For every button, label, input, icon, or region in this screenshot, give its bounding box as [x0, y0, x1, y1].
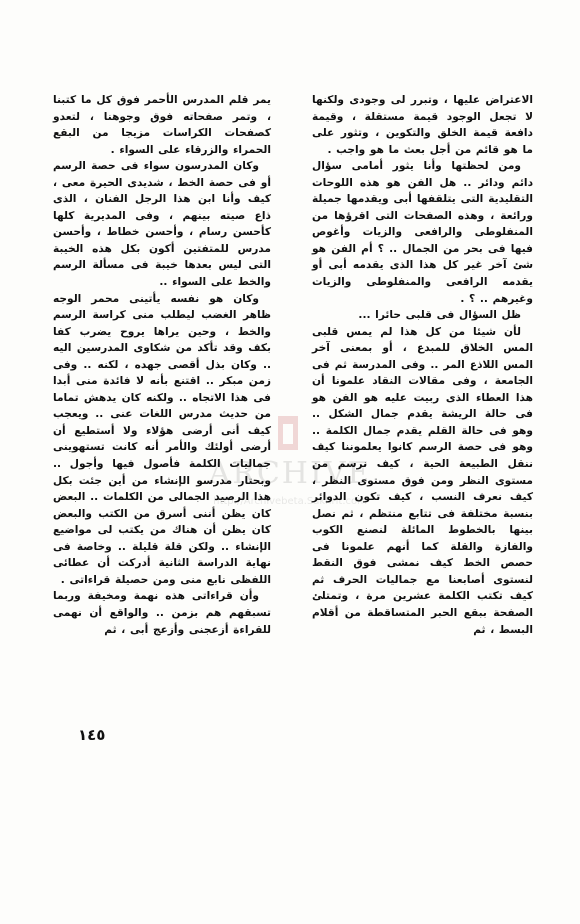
paragraph: ومن لحظتها وأنا يثور أمامى سؤال دائم ودائر .. هل الفن هو هذه اللوحات التقليدية التى يتلقفها أبى ويقدمها جميلة ورائعة ، وهذه الصفحات التى اقرؤها من المنفلوطى والرافعى والزيات وأغوص فيها فى بحر من الجمال .. ؟ أم الفن هو شئ آخر غير كل هذا الذى يقدمه أبى أو يقدمه الرافعى والمنفلوطى والزيات وغيرهم .. ؟ .	[312, 160, 533, 305]
paragraph: لأن شيئا من كل هذا لم يمس قلبى المس الخلاق للمبدع ، أو بمعنى آخر المس اللاذع المر .. وفى المدرسة ثم فى الجامعة ، وفى مقالات النقاد علمونا أن هذا العطاء الذى ربيت عليه هو الفن هو فى حالة الريشة يقدم جمال الشكل .. وهو فى حالة القلم يقدم جمال الكلمة .. وهو فى حصة الرسم كانوا يعلموننا كيف ننقل الطبيعة الحية ، كيف نرسم من مستوى النظر ومن فوق مستوى النظر ، كيف نعرف النسب ، كيف تكون الدوائر بنسبة مختلفة فى تتابع منتظم ، ثم نصل بينها بالخطوط المائلة لنصنع الكوب والفازة والقلة كما أنهم علمونا فى حصص الخط كيف نمشى فوق النقط لنستوى أصابعنا مع جماليات الحرف ثم كيف تكتب الكلمة عشرين مرة ، وتمتلئ الصفحة ببقع الحبر المتساقطة من أقلام البسط ، ثم	[312, 325, 533, 636]
paragraph: وكان هو نفسه يأتينى محمر الوجه ظاهر الغضب ليطلب منى كراسة الرسم والخط ، وحين يراها يروح يضرب كفا بكف وقد تأكد من شكاوى المدرسين اليه .. وكان بذل أقصى جهده ، لكنه .. وفى زمن مبكر .. اقتنع بأنه لا فائدة منى أبدا فى هذا الاتجاه .. ولكنه كان يدهش تماما من حديث مدرس اللغات عنى .. ويعجب كيف أنى أرضى هؤلاء ولا أستطيع أن أرضى أولئك والأمر أنه كانت تستهوينى جماليات الكلمة فأصول فيها وأجول .. وبحتار مدرسو الإنشاء من أين جئت بكل هذا الرصيد الجمالى من الكلمات .. البعض كان يظن أننى أسرق من الكتب والبعض كان يظن أن هناك من يكتب لى مواضيع الإنشاء .. ولكن قلة قليلة .. وخاصة فى نهاية الدراسة الثانية أدركت أن عطائى اللفظى نابع منى ومن حصيلة قراءاتى .	[53, 292, 271, 586]
right-text-column	[312, 92, 533, 638]
left-text-column	[53, 92, 271, 638]
watermark-url: http://Archivebeta.Sakhrit.com	[213, 496, 367, 507]
paragraph: ظل السؤال فى قلبى حائرا ...	[358, 309, 521, 322]
watermark-text: ARCHIVE	[208, 456, 372, 491]
archive-logo-icon	[270, 412, 306, 456]
page-number: ١٤٥	[78, 726, 106, 744]
paragraph: وأن قراءاتى هذه نهمة ومخيفة وربما تسبقهم هم بزمن .. والواقع أن نهمى للقراءة أزعجنى وأزعج أبى ، ثم	[53, 590, 271, 636]
paragraph: يمر قلم المدرس الأحمر فوق كل ما كتبنا ، وتمر صفحاته فوق وجوهنا ، لتعدو كصفحات الكراسات مزيجا من البقع الحمراء والزرقاء على السواء .	[53, 94, 271, 156]
paragraph: الاعتراض عليها ، وتبرر لى وجودى ولكنها لا تجعل الوجود قيمة مستقلة ، وقيمة دافعة قيمة الخلق والتكوين ، وتثور على ما هو قائم من أجل بعث ما هو واجب .	[312, 94, 533, 156]
paragraph: وكان المدرسون سواء فى حصة الرسم أو فى حصة الخط ، شديدى الحيرة معى ، كيف وأنا ابن هذا الرجل الفنان ، الذى ذاع صيته بينهم ، وفى المديرية كلها كأحسن رسام ، وأحسن خطاط ، وأحسن مدرس للمتفتين أكون بكل هذه الخيبة التى ليس بعدها خيبة فى مسألة الرسم والخط على السواء ..	[53, 160, 271, 289]
